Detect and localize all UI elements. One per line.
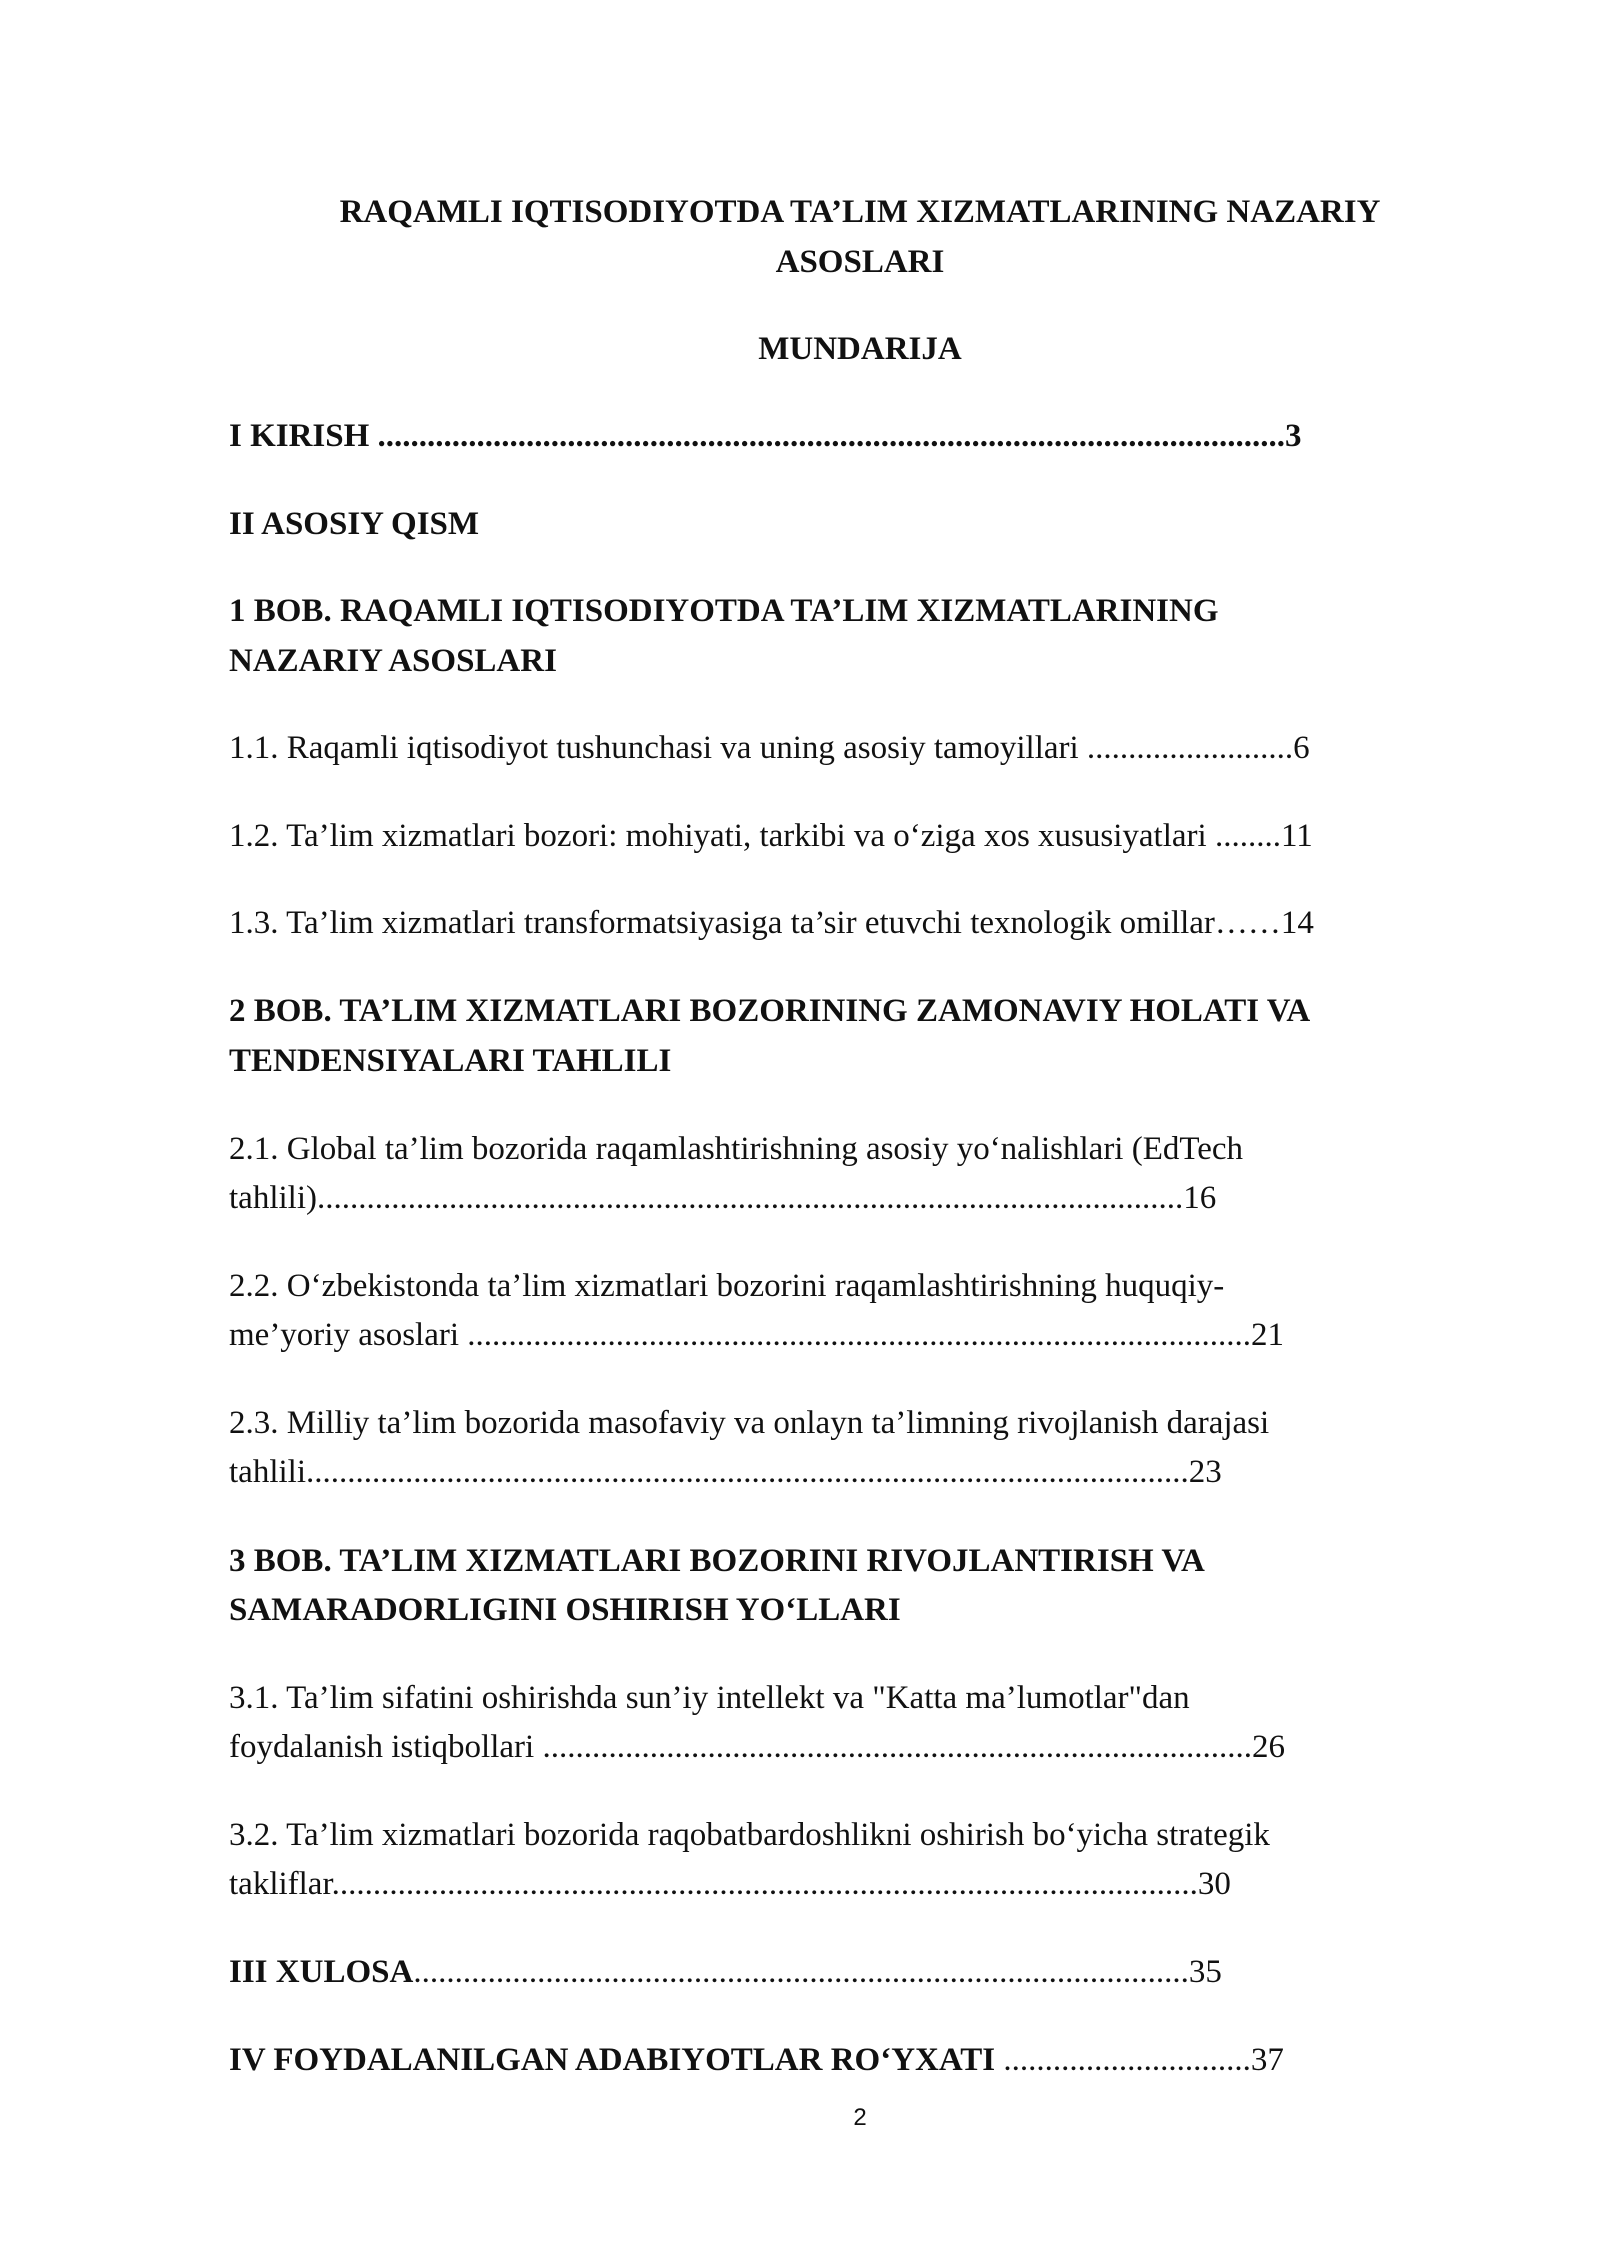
toc-entry-2-3-line-1[interactable]: 2.3. Milliy ta’lim bozorida masofaviy va onlayn ta’limning rivojlanish darajasi — [229, 1405, 1270, 1441]
toc-entry-1-2[interactable]: 1.2. Ta’lim xizmatlari bozori: mohiyati, tarkibi va o‘ziga xos xususiyatlari ........11 — [229, 818, 1313, 854]
toc-entry-3-2-line-1[interactable]: 3.2. Ta’lim xizmatlari bozorida raqobatbardoshlikni oshirish bo‘yicha strategik — [229, 1817, 1270, 1853]
toc-entry-2-1-line-2[interactable]: tahlili).........................................................................................................16 — [229, 1180, 1217, 1216]
toc-entry-adabiyotlar[interactable] — [229, 2036, 1284, 2084]
toc-entry-kirish[interactable] — [229, 412, 1302, 460]
toc-entry-3-1-line-2[interactable]: foydalanish istiqbollari ......................................................................................26 — [229, 1729, 1285, 1765]
toc-chapter-3-line-2[interactable]: SAMARADORLIGINI OSHIRISH YO‘LLARI — [229, 1592, 901, 1628]
toc-chapter-2-line-2[interactable]: TENDENSIYALARI TAHLILI — [229, 1043, 672, 1079]
toc-entry-adabiyotlar-leader: ..............................37 — [995, 2042, 1284, 2078]
toc-heading: MUNDARIJA — [758, 331, 962, 367]
toc-chapter-1-line-1[interactable]: 1 BOB. RAQAMLI IQTISODIYOTDA TA’LIM XIZMATLARINING — [229, 593, 1219, 629]
toc-entry-xulosa-leader: ..............................................................................................35 — [413, 1954, 1222, 1990]
page-number: 2 — [853, 2104, 867, 2131]
document-title-line-2: ASOSLARI — [775, 244, 945, 280]
toc-entry-adabiyotlar-label: IV FOYDALANILGAN ADABIYOTLAR RO‘YXATI — [229, 2042, 996, 2078]
toc-entry-2-2-line-1[interactable]: 2.2. O‘zbekistonda ta’lim xizmatlari bozorini raqamlashtirishning huquqiy- — [229, 1268, 1225, 1304]
toc-chapter-1-line-2[interactable]: NAZARIY ASOSLARI — [229, 643, 557, 679]
toc-entry-3-1-line-1[interactable]: 3.1. Ta’lim sifatini oshirishda sun’iy intellekt va "Katta ma’lumotlar"dan — [229, 1680, 1190, 1716]
toc-entry-2-3-line-2[interactable]: tahlili...........................................................................................................23 — [229, 1454, 1222, 1490]
toc-entry-3-2-line-2[interactable]: takliflar.........................................................................................................30 — [229, 1866, 1231, 1902]
toc-entry-xulosa[interactable] — [229, 1948, 1222, 1996]
document-title-line-1: RAQAMLI IQTISODIYOTDA TA’LIM XIZMATLARINING NAZARIY — [339, 194, 1381, 230]
toc-chapter-2-line-1[interactable]: 2 BOB. TA’LIM XIZMATLARI BOZORINING ZAMONAVIY HOLATI VA — [229, 993, 1311, 1029]
toc-entry-2-2-line-2[interactable]: me’yoriy asoslari ...............................................................................................21 — [229, 1317, 1285, 1353]
toc-entry-asosiy-qism[interactable]: II ASOSIY QISM — [229, 506, 480, 542]
toc-entry-kirish-text: I KIRISH ..............................................................................................................3 — [229, 418, 1302, 454]
toc-chapter-3-line-1[interactable]: 3 BOB. TA’LIM XIZMATLARI BOZORINI RIVOJLANTIRISH VA — [229, 1543, 1205, 1579]
toc-entry-2-1-line-1[interactable]: 2.1. Global ta’lim bozorida raqamlashtirishning asosiy yo‘nalishlari (EdTech — [229, 1131, 1244, 1167]
toc-entry-1-3[interactable]: 1.3. Ta’lim xizmatlari transformatsiyasiga ta’sir etuvchi texnologik omillar……14 — [229, 905, 1314, 941]
toc-entry-xulosa-label: III XULOSA — [229, 1954, 414, 1990]
toc-entry-1-1[interactable]: 1.1. Raqamli iqtisodiyot tushunchasi va uning asosiy tamoyillari .........................6 — [229, 730, 1310, 766]
